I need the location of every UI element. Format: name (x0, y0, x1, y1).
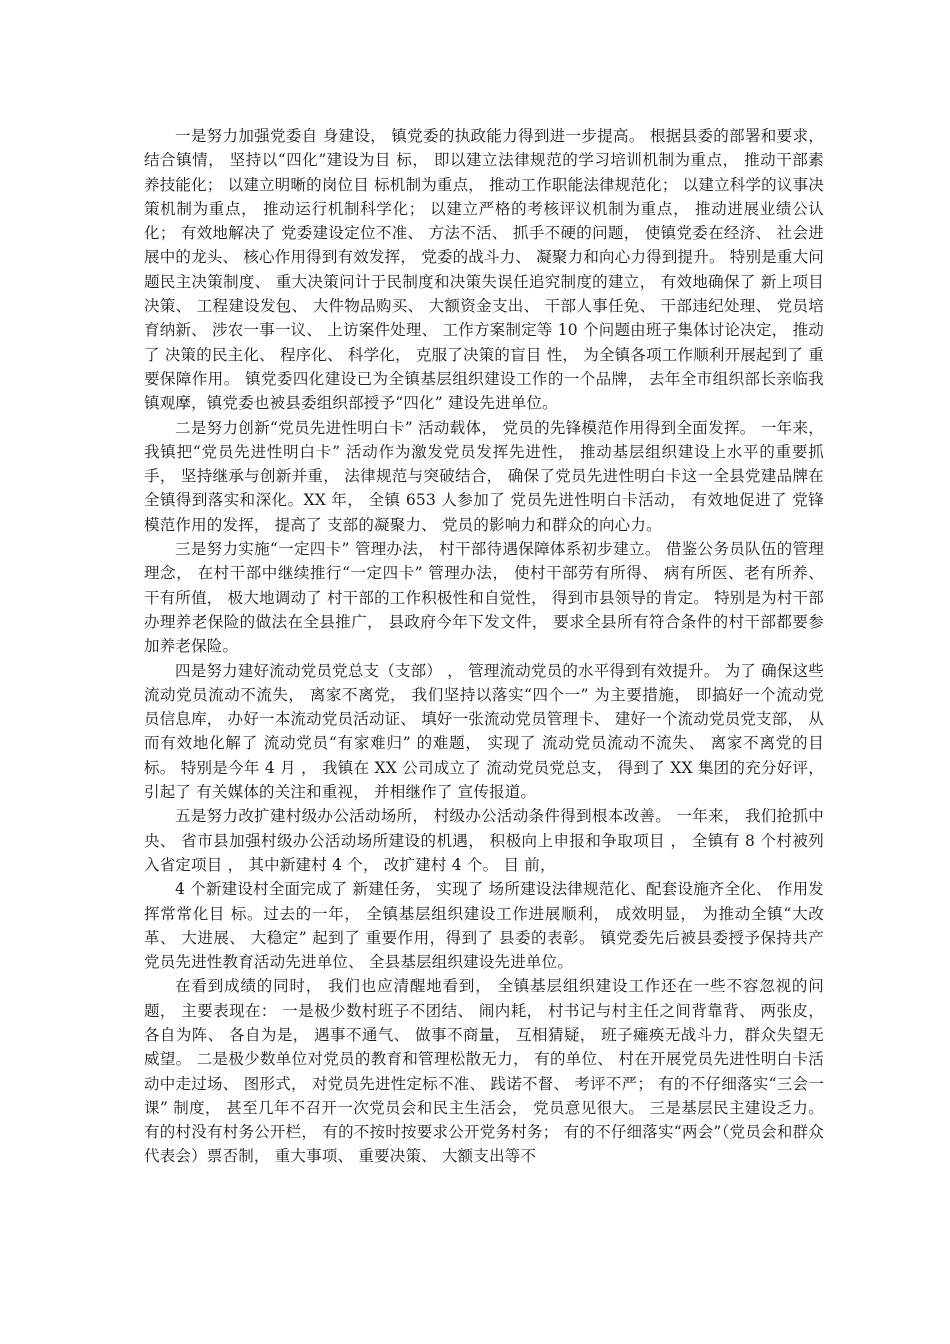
paragraph-problems: 在看到成绩的同时， 我们也应清醒地看到， 全镇基层组织建设工作还在一些不容忽视的问题， 主要表现在： 一是极少数村班子不团结、 闹内耗， 村书记与村主任之间背靠背、 两张皮， 各自为阵、 各自为是， 遇事不通气、 做事不商量， 互相猜疑， 班子瘫痪无战斗力，群众失望无威望。 二是极少数单位对党员的教育和管理松散无力， 有的单位、 村在开展党员先进性明白卡活动中走过场、 图形式， 对党员先进性定标不准、 践诺不督、 考评不严； 有的不仔细落实“三会一课” 制度， 甚至几年不召开一次党员会和民主生活会， 党员意见很大。 三是基层民主建设乏力。 有的村没有村务公开栏， 有的不按时按要求公开党务村务； 有的不仔细落实“两会”（党员会和群众代表会）票否制， 重大事项、 重要决策、 大额支出等不 (144, 977, 824, 1166)
paragraph-party-self-building: 一是努力加强党委自 身建设， 镇党委的执政能力得到进一步提高。 根据县委的部署和要求， 结合镇情， 坚持以“四化”建设为目 标， 即以建立法律规范的学习培训机制为重点， 推动干部素养技能化； 以建立明晰的岗位目 标机制为重点， 推动工作职能法律规范化； 以建立科学的议事决策机制为重点， 推动运行机制科学化； 以建立严格的考核评议机制为重点， 推动进展业绩公认化； 有效地解决了 党委建设定位不准、 方法不活、 抓手不硬的问题， 使镇党委在经济、 社会进展中的龙头、 核心作用得到有效发挥， 党委的战斗力、 凝聚力和向心力得到提升。 特别是重大问题民主决策制度、 重大决策问计于民制度和决策失误任追究制度的建立， 有效地确保了 新上项目 决策、 工程建设发包、 大件物品购买、 大额资金支出、 干部人事任免、 干部违纪处理、 党员培育纳新、 涉农一事一议、 上访案件处理、 工作方案制定等 10 个问题由班子集体讨论决定， 推动了 决策的民主化、 程序化、 科学化， 克服了决策的盲目 性， 为全镇各项工作顺利开展起到了 重要保障作用。 镇党委四化建设已为全镇基层组织建设工作的一个品牌， 去年全市组织部长亲临我镇观摩，镇党委也被县委组织部授予“四化” 建设先进单位。 (144, 127, 824, 413)
paragraph-mobile-party-members: 四是努力建好流动党员党总支（支部） ， 管理流动党员的水平得到有效提升。 为了 确保这些流动党员流动不流失， 离家不离党， 我们坚持以落实“四个一” 为主要措施， 即搞好一个流动党员信息库， 办好一本流动党员活动证、 填好一张流动党员管理卡、 建好一个流动党员党支部， 从而有效地化解了 流动党员“有家难归” 的难题， 实现了 流动党员流动不流失、 离家不离党的目 标。 特别是今年 4 月 ， 我镇在 XX 公司成立了 流动党员党总支， 得到了 XX 集团的充分好评， 引起了 有关媒体的关注和重视， 并相继作了 宣传报道。 (144, 661, 824, 802)
paragraph-new-village-construction: 4 个新建设村全面完成了 新建任务， 实现了 场所建设法律规范化、配套设施齐全化、 作用发挥常常化目 标。过去的一年， 全镇基层组织建设工作进展顺利， 成效明显， 为推动全镇“大改革、 大进展、 大稳定” 起到了 重要作用，得到了 县委的表彰。 镇党委先后被县委授予保持共产党员先进性教育活动先进单位、 全县基层组织建设先进单位。 (144, 880, 824, 972)
document-body (144, 124, 824, 1169)
paragraph-village-cadre-management: 三是努力实施“一定四卡” 管理办法， 村干部待遇保障体系初步建立。 借鉴公务员队伍的管理理念， 在村干部中继续推行“一定四卡” 管理办法， 使村干部劳有所得、 病有所医、老有所养、 干有所值， 极大地调动了 村干部的工作积极性和自觉性， 得到市县领导的肯定。 特别是为村干部办理养老保险的做法在全县推广， 县政府今年下发文件， 要求全县所有符合条件的村干部都要参加养老保险。 (144, 540, 824, 656)
paragraph-party-member-card: 二是努力创新“党员先进性明白卡” 活动载体， 党员的先锋模范作用得到全面发挥。 一年来， 我镇把“党员先进性明白卡” 活动作为激发党员发挥先进性， 推动基层组织建设上水平的重要抓手， 坚持继承与创新并重， 法律规范与突破结合， 确保了党员先进性明白卡这一全县党建品牌在全镇得到落实和深化。XX 年， 全镇 653 人参加了 党员先进性明白卡活动， 有效地促进了 党锋模范作用的发挥， 提高了 支部的凝聚力、 党员的影响力和群众的向心力。 (144, 418, 824, 534)
paragraph-village-office-venues: 五是努力改扩建村级办公活动场所， 村级办公活动条件得到根本改善。 一年来， 我们抢抓中央、 省市县加强村级办公活动场所建设的机遇， 积极向上申报和争取项目 ， 全镇有 8 个村被列入省定项目 ， 其中新建村 4 个， 改扩建村 4 个。 目 前， (144, 807, 824, 874)
